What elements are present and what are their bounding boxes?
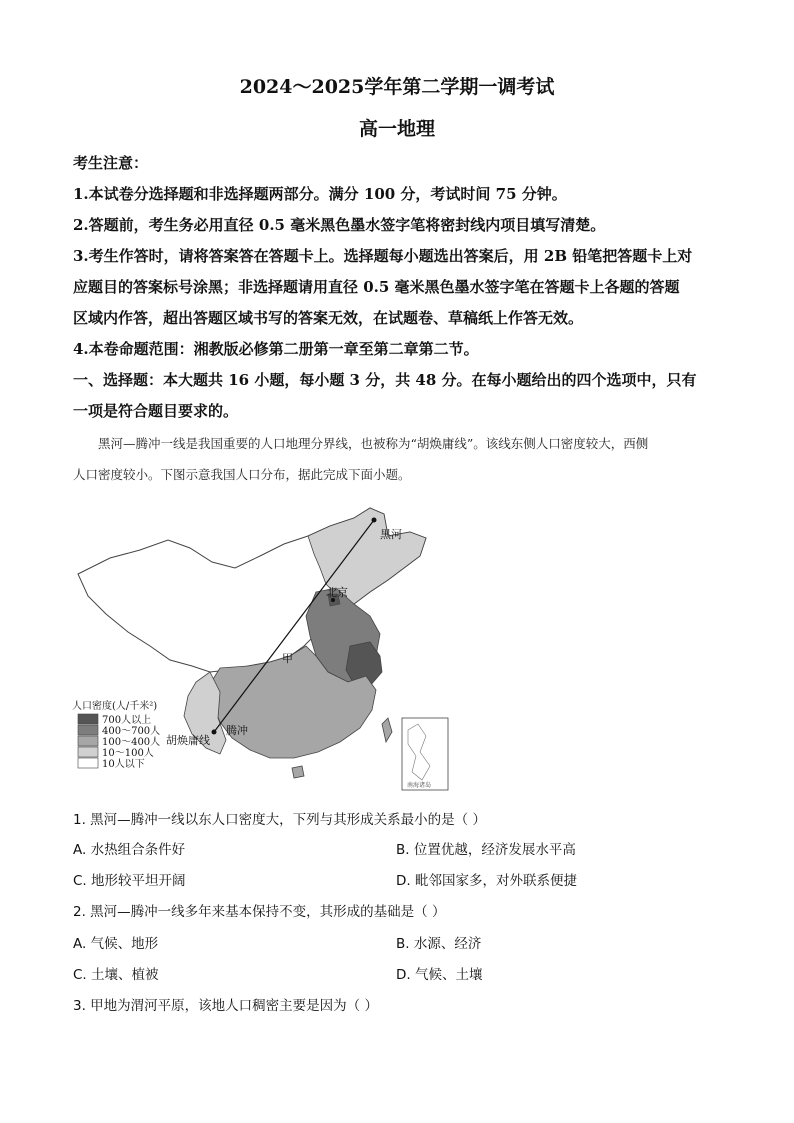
- label-hu-line: 胡焕庸线: [166, 734, 210, 747]
- legend-label-4: 10～100人: [102, 748, 154, 759]
- heihe-point: [372, 518, 377, 523]
- hainan: [292, 766, 304, 778]
- question-1-option-c[interactable]: C. 地形较平坦开阔: [73, 873, 186, 889]
- notice-line-3: 3.考生作答时，请将答案答在答题卡上。选择题每小题选出答案后，用 2B 铅笔把答题卡上对: [73, 247, 693, 265]
- south-china-sea-inset: [402, 718, 448, 790]
- legend-label-2: 400～700人: [102, 726, 161, 737]
- question-2-stem: 2. 黑河—腾冲一线多年来基本保持不变，其形成的基础是（ ）: [73, 904, 446, 920]
- intro-line-1: 黑河—腾冲一线是我国重要的人口地理分界线，也被称为“胡焕庸线”。该线东侧人口密度较大，西侧: [98, 436, 649, 451]
- legend-label-5: 10人以下: [102, 759, 145, 770]
- population-density-map: [70, 496, 470, 796]
- notice-heading: 考生注意：: [73, 154, 149, 172]
- map-legend: [72, 699, 160, 770]
- notice-line-6: 4.本卷命题范围：湘教版必修第二册第一章至第二章第二节。: [73, 340, 479, 358]
- legend-title: 人口密度(人/千米²): [72, 701, 158, 712]
- question-1-option-d[interactable]: D. 毗邻国家多，对外联系便捷: [396, 873, 577, 889]
- section-heading-line-1: 一、选择题：本大题共 16 小题，每小题 3 分，共 48 分。在每小题给出的四个选项中，只有: [73, 371, 697, 389]
- question-2-option-c[interactable]: C. 土壤、植被: [73, 967, 159, 983]
- exam-title: 2024～2025学年第二学期一调考试: [239, 76, 555, 98]
- question-2-option-d[interactable]: D. 气候、土壤: [396, 967, 483, 983]
- notice-line-2: 2.答题前，考生务必用直径 0.5 毫米黑色墨水签字笔将密封线内项目填写清楚。: [73, 216, 606, 234]
- label-tengchong: 腾冲: [226, 724, 248, 737]
- legend-label-1: 700人以上: [102, 715, 152, 726]
- question-2-option-b[interactable]: B. 水源、经济: [396, 936, 482, 952]
- legend-swatch-1: [78, 714, 98, 724]
- tengchong-point: [212, 730, 217, 735]
- label-heihe: 黑河: [380, 528, 402, 541]
- legend-swatch-5: [78, 758, 98, 768]
- label-beijing: 北京: [326, 586, 348, 599]
- notice-line-5: 区域内作答，超出答题区域书写的答案无效，在试题卷、草稿纸上作答无效。: [73, 309, 584, 327]
- section-heading-line-2: 一项是符合题目要求的。: [73, 402, 239, 420]
- notice-line-1: 1.本试卷分选择题和非选择题两部分。满分 100 分，考试时间 75 分钟。: [73, 185, 567, 203]
- legend-swatch-4: [78, 747, 98, 757]
- notice-line-4: 应题目的答案标号涂黑；非选择题请用直径 0.5 毫米黑色墨水签字笔在答题卡上各题的答题: [73, 278, 680, 296]
- intro-line-2: 人口密度较小。下图示意我国人口分布，据此完成下面小题。: [73, 467, 411, 482]
- legend-swatch-2: [78, 725, 98, 735]
- question-2-option-a[interactable]: A. 气候、地形: [73, 936, 159, 952]
- question-1-stem: 1. 黑河—腾冲一线以东人口密度大，下列与其形成关系最小的是（ ）: [73, 812, 486, 828]
- legend-swatch-3: [78, 736, 98, 746]
- question-3-stem: 3. 甲地为渭河平原，该地人口稠密主要是因为（ ）: [73, 998, 378, 1014]
- taiwan: [382, 718, 392, 742]
- label-jia: 甲: [282, 652, 293, 665]
- question-1-option-a[interactable]: A. 水热组合条件好: [73, 842, 186, 858]
- question-1-option-b[interactable]: B. 位置优越，经济发展水平高: [396, 842, 576, 858]
- inset-label: 南海诸岛: [407, 782, 432, 789]
- legend-label-3: 100～400人: [102, 737, 161, 748]
- subject-title: 高一地理: [358, 118, 435, 140]
